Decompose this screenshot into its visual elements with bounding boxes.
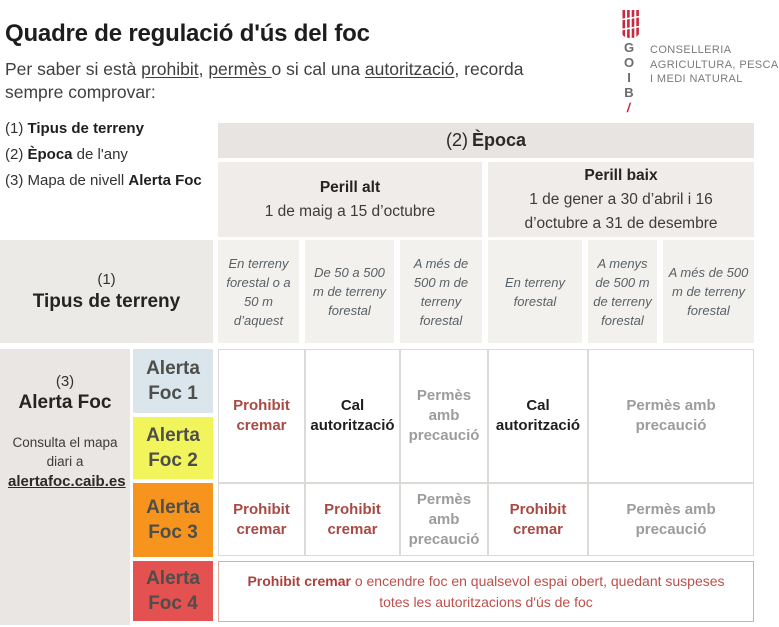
rule-cell: Prohibit cremar bbox=[488, 483, 588, 561]
alerta-4-rule-cell bbox=[218, 561, 754, 622]
regulation-table bbox=[0, 123, 754, 625]
checklist bbox=[5, 116, 215, 194]
rule-cell: Permès amb precaució bbox=[588, 483, 754, 561]
epoca-label: Època bbox=[471, 130, 527, 150]
rule-bold: Prohibit cremar bbox=[247, 572, 351, 589]
checklist-item-terreny bbox=[5, 116, 215, 142]
checklist-text: de l'any bbox=[72, 146, 128, 163]
intro-underline-autoritzacio: autorització bbox=[364, 59, 455, 79]
goib-wordmark bbox=[618, 40, 640, 115]
column-header: A més de 500 m de terreny forestal bbox=[400, 240, 488, 349]
rule-cell: Permès amb precaució bbox=[400, 483, 488, 561]
checklist-bold: Tipus de terreny bbox=[27, 120, 144, 137]
intro-segment: o si cal una bbox=[271, 59, 365, 79]
season-perill-baix bbox=[488, 162, 754, 240]
season-title: Perill baix bbox=[584, 166, 658, 184]
terreny-header bbox=[0, 240, 218, 349]
checklist-num: (1) bbox=[5, 120, 28, 137]
alerta-num: (3) bbox=[55, 373, 75, 390]
conselleria-name bbox=[650, 43, 779, 87]
alerta-foc-1-chip: Alerta Foc 1 bbox=[133, 349, 218, 417]
goib-letter: G bbox=[623, 40, 635, 55]
conselleria-line: CONSELLERIA bbox=[650, 44, 732, 56]
intro-underline-permes: permès bbox=[208, 59, 272, 79]
season-dates: 1 de maig a 15 d’octubre bbox=[264, 202, 436, 220]
checklist-bold: Alerta Foc bbox=[128, 172, 202, 189]
intro-text bbox=[5, 58, 555, 104]
column-header: A menys de 500 m de terreny forestal bbox=[588, 240, 663, 349]
alerta-note-text: Consulta el mapa diari a bbox=[12, 435, 118, 469]
conselleria-line: AGRICULTURA, PESCA bbox=[650, 58, 779, 71]
terreny-label: Tipus de terreny bbox=[32, 290, 181, 312]
intro-segment: , recorda sempre comprovar: bbox=[5, 59, 524, 102]
epoca-header bbox=[218, 123, 754, 162]
checklist-item-alerta bbox=[5, 168, 215, 194]
header bbox=[0, 0, 779, 123]
column-header: En terreny forestal bbox=[488, 240, 588, 349]
rule-cell: Permès amb precaució bbox=[400, 349, 488, 483]
alerta-foc-2-chip: Alerta Foc 2 bbox=[133, 417, 218, 483]
goib-letter: B bbox=[624, 85, 634, 100]
intro-underline-prohibit: prohibit bbox=[141, 59, 199, 79]
rule-cell: Cal autorització bbox=[305, 349, 400, 483]
rule-cell: Permès amb precaució bbox=[588, 349, 754, 483]
alerta-foc-3-chip: Alerta Foc 3 bbox=[133, 483, 218, 561]
rule-cell: Prohibit cremar bbox=[218, 483, 305, 561]
rule-cell: Prohibit cremar bbox=[218, 349, 305, 483]
checklist-bold: Època bbox=[27, 146, 73, 163]
checklist-num: (2) bbox=[5, 146, 28, 163]
alerta-foc-4-chip: Alerta Foc 4 bbox=[133, 561, 218, 625]
season-dates: 1 de gener a 30 d’abril i 16 d’octubre a 31 de desembre bbox=[524, 190, 718, 232]
alertafoc-link[interactable]: alertafoc.caib.es bbox=[8, 473, 126, 490]
alerta-note bbox=[0, 433, 130, 491]
goib-letter: I bbox=[627, 70, 631, 85]
goib-slash-icon: / bbox=[626, 100, 632, 115]
page-title: Quadre de regulació d'ús del foc bbox=[5, 20, 370, 47]
season-title: Perill alt bbox=[319, 178, 381, 196]
terreny-num: (1) bbox=[97, 270, 116, 288]
checklist-item-epoca bbox=[5, 142, 215, 168]
rule-cell: Cal autorització bbox=[488, 349, 588, 483]
goib-logo bbox=[588, 8, 779, 118]
conselleria-line: I MEDI NATURAL bbox=[650, 73, 743, 85]
rule-cell: Prohibit cremar bbox=[305, 483, 400, 561]
alerta-foc-header bbox=[0, 349, 133, 625]
checklist-num: (3) Mapa de nivell bbox=[5, 172, 129, 189]
column-header: En terreny forestal o a 50 m d’aquest bbox=[218, 240, 305, 349]
epoca-num: (2) bbox=[445, 130, 468, 150]
intro-segment: , bbox=[198, 59, 209, 79]
column-header: A més de 500 m de terreny forestal bbox=[663, 240, 754, 349]
goib-shield-icon bbox=[621, 10, 640, 38]
alerta-label: Alerta Foc bbox=[18, 392, 112, 413]
column-header: De 50 a 500 m de terreny forestal bbox=[305, 240, 400, 349]
season-perill-alt bbox=[218, 162, 488, 240]
intro-segment: Per saber si està bbox=[5, 59, 142, 79]
goib-letter: O bbox=[623, 55, 635, 70]
rule-text: o encendre foc en qualsevol espai obert, quedant suspeses totes les autoritzacions d'ús de foc bbox=[350, 572, 725, 610]
